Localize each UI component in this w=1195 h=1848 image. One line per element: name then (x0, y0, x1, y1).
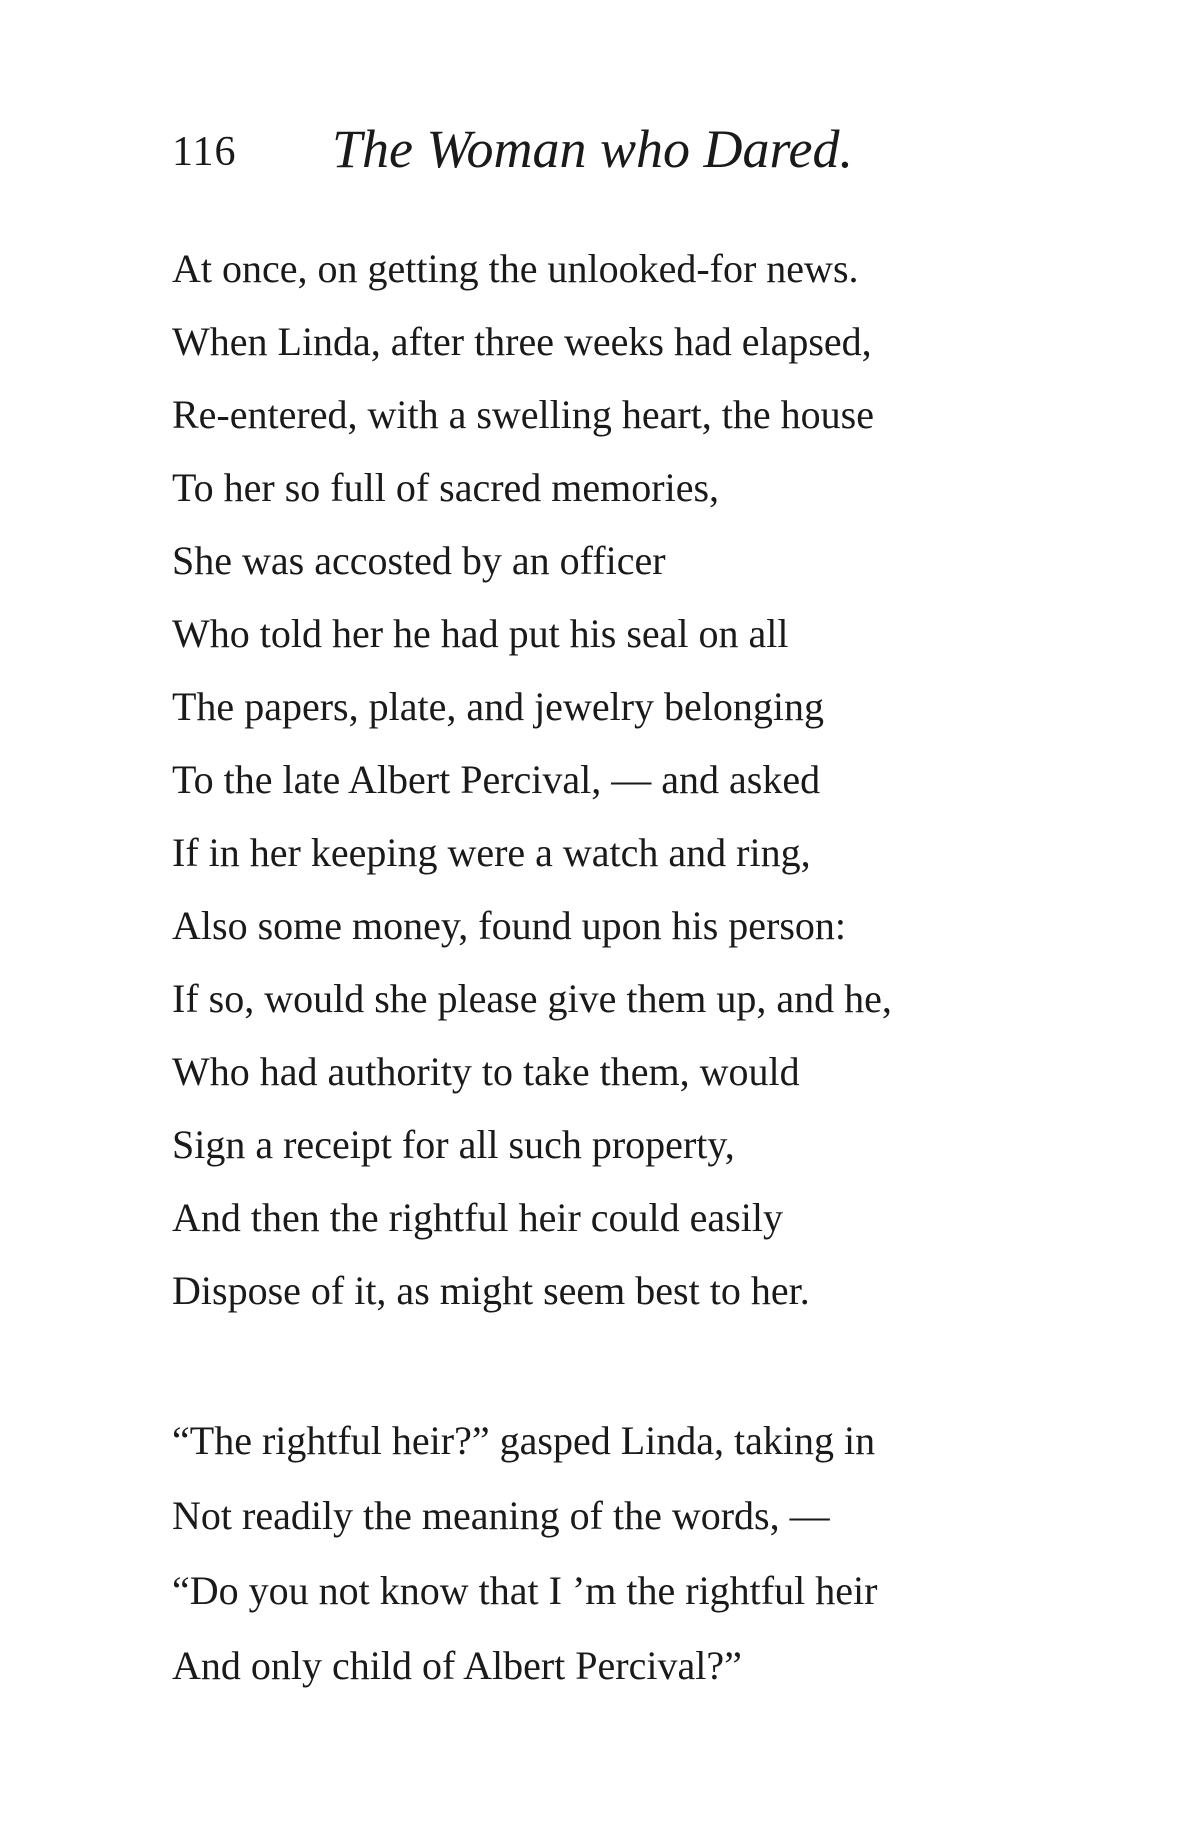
verse-line: “The rightful heir?” gasped Linda, taking in (172, 1418, 876, 1463)
verse-line: Sign a receipt for all such property, (172, 1122, 735, 1167)
verse-line: To the late Albert Percival, — and asked (172, 757, 821, 802)
verse-line: If so, would she please give them up, and he, (172, 976, 892, 1021)
verse-line: She was accosted by an officer (172, 538, 666, 583)
verse-line: Who told her he had put his seal on all (172, 611, 789, 656)
verse-line: If in her keeping were a watch and ring, (172, 830, 811, 875)
verse-line: “Do you not know that I ’m the rightful heir (172, 1568, 878, 1613)
verse-line: Dispose of it, as might seem best to her. (172, 1268, 810, 1313)
verse-line: To her so full of sacred memories, (172, 465, 720, 510)
verse-line: Who had authority to take them, would (172, 1049, 800, 1094)
verse-line: And only child of Albert Percival?” (172, 1643, 742, 1688)
page-number: 116 (172, 129, 237, 175)
running-title: The Woman who Dared. (332, 119, 854, 179)
verse-line: Also some money, found upon his person: (172, 903, 847, 948)
verse-line: At once, on getting the unlooked-for news. (172, 246, 859, 291)
stanza (172, 1403, 877, 1703)
verse-line: Re-entered, with a swelling heart, the house (172, 392, 874, 437)
verse-line: Not readily the meaning of the words, — (172, 1493, 830, 1538)
running-head (172, 118, 932, 188)
stanza (172, 232, 892, 1327)
verse-line: And then the rightful heir could easily (172, 1195, 783, 1240)
verse-line: When Linda, after three weeks had elapsed, (172, 319, 872, 364)
verse-line: The papers, plate, and jewelry belonging (172, 684, 824, 729)
